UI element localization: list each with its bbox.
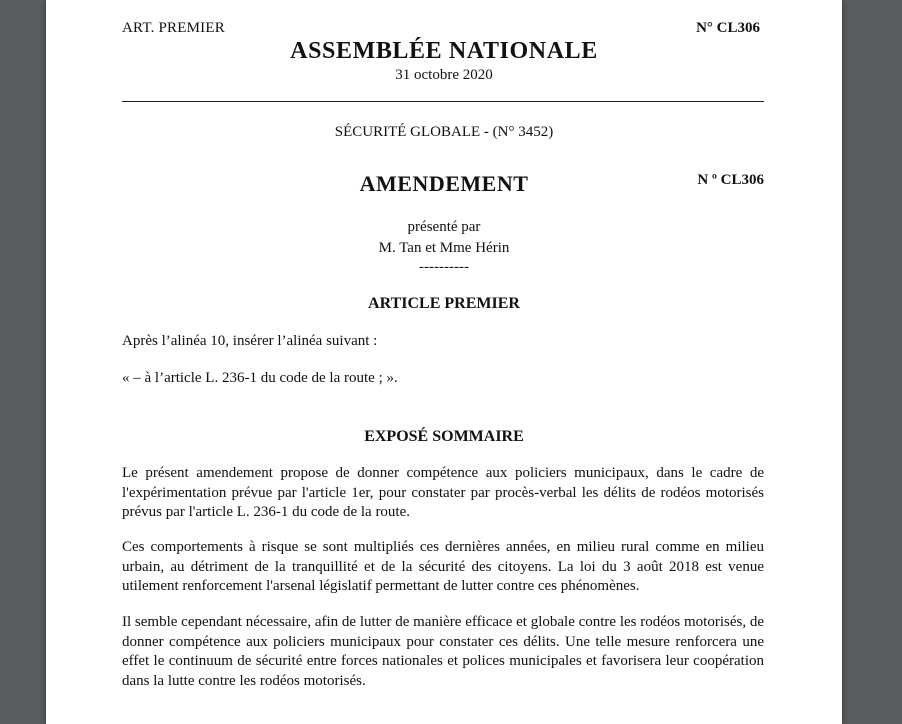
instruction-text: Après l’alinéa 10, insérer l’alinéa suivant :	[122, 333, 378, 349]
institution-title: ASSEMBLÉE NATIONALE	[290, 38, 598, 64]
article-heading: ARTICLE PREMIER	[368, 295, 520, 312]
expose-paragraph-2: Ces comportements à risque se sont multipliés ces dernières années, en milieu rural comme en milieu urbain, au détriment de la tranquillité et de la sécurité des citoyens. La loi du 3 août 2018 est venue utilement renforcement l'arsenal législatif permettant de lutter contre ces phénomènes.	[122, 539, 764, 594]
presented-by: présenté par	[407, 219, 481, 235]
header-amendment-number: N° CL306	[696, 20, 760, 36]
document-date: 31 octobre 2020	[395, 67, 493, 83]
amendment-number: N º CL306	[697, 172, 764, 188]
separator-dashes: ----------	[419, 259, 469, 275]
header-divider	[122, 101, 764, 102]
document-page	[46, 0, 842, 724]
expose-paragraph-1: Le présent amendement propose de donner compétence aux policiers municipaux, dans le cadre de l'expérimentation prévue par l'article 1er, pour constater par procès-verbal les délits de rodéos motorisés prévus par l'article L. 236-1 du code de la route.	[122, 465, 764, 520]
bill-title: SÉCURITÉ GLOBALE - (N° 3452)	[334, 124, 554, 140]
authors: M. Tan et Mme Hérin	[378, 240, 510, 256]
expose-paragraph-3: Il semble cependant nécessaire, afin de lutter de manière efficace et globale contre les rodéos motorisés, de donner compétence aux policiers municipaux pour constater ces délits. Une telle mesure renforcera une effet le continuum de sécurité entre forces nationales et polices municipales et favorisera leur coopération dans la lutte contre les rodéos motorisés.	[122, 614, 764, 689]
amendment-title: AMENDEMENT	[359, 171, 529, 196]
inserted-text: « – à l’article L. 236-1 du code de la route ; ».	[122, 370, 398, 386]
expose-heading: EXPOSÉ SOMMAIRE	[364, 428, 524, 445]
header-article-label: ART. PREMIER	[122, 20, 225, 36]
